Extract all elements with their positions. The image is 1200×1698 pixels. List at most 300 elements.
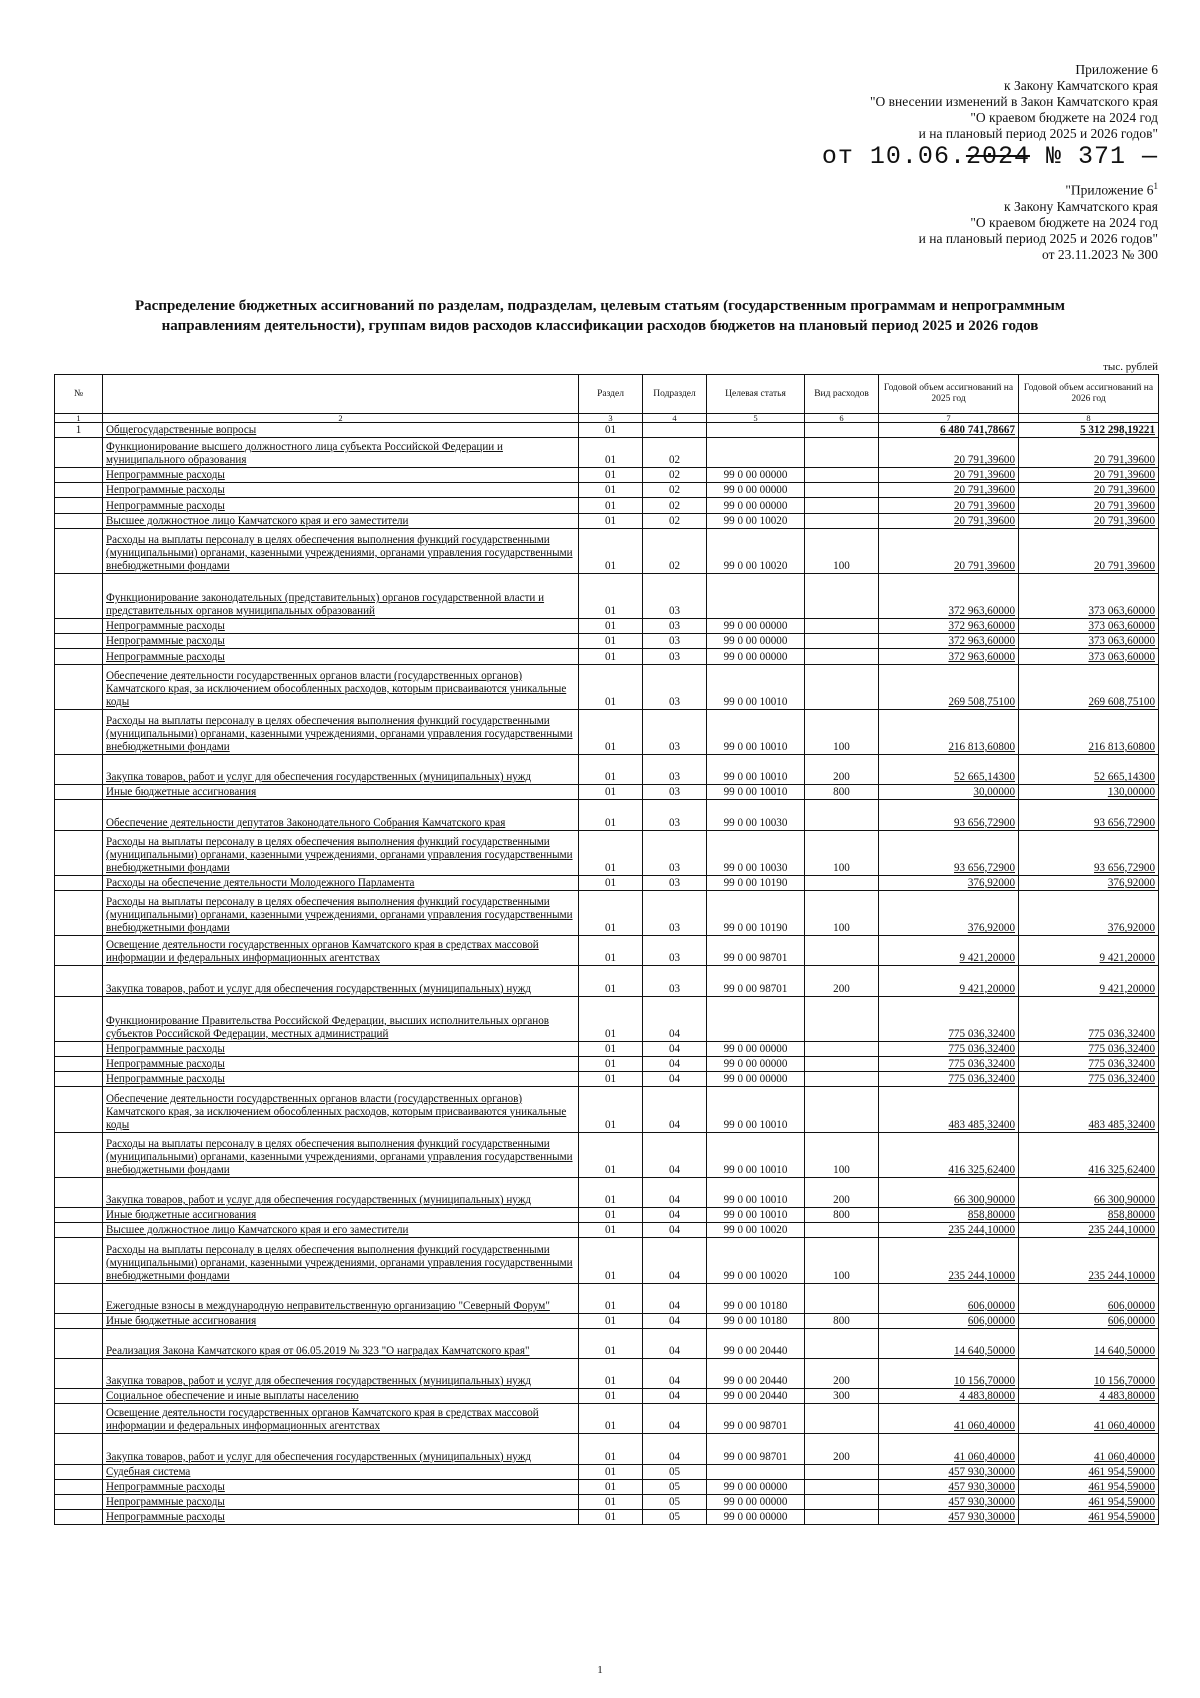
row-vid xyxy=(805,438,879,468)
row-statya: 99 0 00 00000 xyxy=(707,634,805,649)
table-row xyxy=(55,1389,1159,1404)
row-statya: 99 0 00 10010 xyxy=(707,755,805,785)
row-vid: 300 xyxy=(805,1389,879,1404)
row-name: Иные бюджетные ассигнования xyxy=(103,785,579,800)
row-amount-2025: 269 508,75100 xyxy=(879,664,1019,709)
row-statya: 99 0 00 00000 xyxy=(707,468,805,483)
header-no: № xyxy=(55,375,103,414)
colnum: 1 xyxy=(55,414,103,423)
table-row xyxy=(55,573,1159,618)
row-amount-2025: 457 930,30000 xyxy=(879,1494,1019,1509)
row-razdel: 01 xyxy=(579,483,643,498)
row-podrazdel: 04 xyxy=(643,1087,707,1132)
row-amount-2025: 20 791,39600 xyxy=(879,468,1019,483)
row-amount-2026: 52 665,14300 xyxy=(1019,755,1159,785)
row-razdel: 01 xyxy=(579,785,643,800)
row-vid xyxy=(805,1041,879,1056)
table-row xyxy=(55,1072,1159,1087)
row-name: Расходы на выплаты персоналу в целях обеспечения выполнения функций государственными (муниципальными) органами, казенными учреждениями, органами управления государственными внебюджетными фондами xyxy=(103,830,579,875)
appendix2-line4: и на плановый период 2025 и 2026 годов" xyxy=(918,230,1158,246)
units-label: тыс. рублей xyxy=(1103,361,1158,373)
appendix2-line2: к Закону Камчатского края xyxy=(1004,198,1158,214)
row-amount-2026: 373 063,60000 xyxy=(1019,634,1159,649)
stamp-struck-year: 2024 xyxy=(965,142,1030,171)
row-number xyxy=(55,755,103,785)
row-razdel: 01 xyxy=(579,1283,643,1313)
table-row xyxy=(55,1041,1159,1056)
row-name: Социальное обеспечение и иные выплаты населению xyxy=(103,1389,579,1404)
row-podrazdel: 04 xyxy=(643,1057,707,1072)
row-name: Высшее должностное лицо Камчатского края и его заместители xyxy=(103,513,579,528)
table-row xyxy=(55,1223,1159,1238)
row-amount-2025: 41 060,40000 xyxy=(879,1434,1019,1464)
budget-table xyxy=(54,374,1159,1525)
row-number xyxy=(55,1057,103,1072)
row-name: Закупка товаров, работ и услуг для обеспечения государственных (муниципальных) нужд xyxy=(103,1434,579,1464)
row-razdel: 01 xyxy=(579,634,643,649)
row-statya: 99 0 00 10010 xyxy=(707,1177,805,1207)
row-razdel: 01 xyxy=(579,1177,643,1207)
row-podrazdel: 04 xyxy=(643,1223,707,1238)
table-row xyxy=(55,1177,1159,1207)
row-razdel: 01 xyxy=(579,573,643,618)
appendix-line1: Приложение 6 xyxy=(1075,62,1158,77)
row-name: Судебная система xyxy=(103,1464,579,1479)
row-vid xyxy=(805,573,879,618)
row-number xyxy=(55,438,103,468)
row-razdel: 01 xyxy=(579,423,643,438)
row-razdel: 01 xyxy=(579,709,643,754)
row-statya xyxy=(707,996,805,1041)
row-amount-2026: 10 156,70000 xyxy=(1019,1358,1159,1388)
row-number xyxy=(55,1494,103,1509)
row-vid xyxy=(805,936,879,966)
row-name: Непрограммные расходы xyxy=(103,1494,579,1509)
table-row xyxy=(55,1132,1159,1177)
row-amount-2026: 858,80000 xyxy=(1019,1208,1159,1223)
row-statya: 99 0 00 10020 xyxy=(707,1223,805,1238)
row-amount-2026: 376,92000 xyxy=(1019,890,1159,935)
row-statya: 99 0 00 10010 xyxy=(707,1208,805,1223)
row-amount-2026: 373 063,60000 xyxy=(1019,619,1159,634)
row-amount-2026: 775 036,32400 xyxy=(1019,1041,1159,1056)
row-number xyxy=(55,513,103,528)
row-vid xyxy=(805,513,879,528)
row-number xyxy=(55,498,103,513)
row-vid xyxy=(805,483,879,498)
row-name: Закупка товаров, работ и услуг для обеспечения государственных (муниципальных) нужд xyxy=(103,966,579,996)
row-razdel: 01 xyxy=(579,1087,643,1132)
row-podrazdel: 04 xyxy=(643,1041,707,1056)
row-razdel: 01 xyxy=(579,755,643,785)
row-name: Непрограммные расходы xyxy=(103,1041,579,1056)
row-razdel: 01 xyxy=(579,468,643,483)
row-number xyxy=(55,1389,103,1404)
row-number xyxy=(55,1313,103,1328)
row-amount-2025: 20 791,39600 xyxy=(879,528,1019,573)
row-vid xyxy=(805,1057,879,1072)
colnum: 6 xyxy=(805,414,879,423)
row-razdel: 01 xyxy=(579,1434,643,1464)
row-vid: 800 xyxy=(805,1313,879,1328)
row-amount-2026: 376,92000 xyxy=(1019,875,1159,890)
table-row xyxy=(55,936,1159,966)
row-name: Закупка товаров, работ и услуг для обеспечения государственных (муниципальных) нужд xyxy=(103,755,579,785)
appendix-line3: "О внесении изменений в Закон Камчатского края xyxy=(870,94,1158,109)
row-name: Общегосударственные вопросы xyxy=(103,423,579,438)
row-number xyxy=(55,1434,103,1464)
row-podrazdel: 04 xyxy=(643,1404,707,1434)
row-statya: 99 0 00 20440 xyxy=(707,1328,805,1358)
row-amount-2025: 483 485,32400 xyxy=(879,1087,1019,1132)
row-number xyxy=(55,619,103,634)
row-vid xyxy=(805,1479,879,1494)
row-name: Расходы на выплаты персоналу в целях обеспечения выполнения функций государственными (муниципальными) органами, казенными учреждениями, органами управления государственными внебюджетными фондами xyxy=(103,890,579,935)
row-amount-2026: 20 791,39600 xyxy=(1019,498,1159,513)
row-vid xyxy=(805,1464,879,1479)
row-statya: 99 0 00 10020 xyxy=(707,513,805,528)
row-amount-2025: 457 930,30000 xyxy=(879,1464,1019,1479)
row-name: Непрограммные расходы xyxy=(103,468,579,483)
row-podrazdel: 04 xyxy=(643,1132,707,1177)
row-vid xyxy=(805,800,879,830)
row-amount-2026: 66 300,90000 xyxy=(1019,1177,1159,1207)
table-row xyxy=(55,800,1159,830)
header-y2025: Годовой объем ассигнований на 2025 год xyxy=(879,375,1019,414)
row-amount-2026: 235 244,10000 xyxy=(1019,1238,1159,1283)
row-name: Непрограммные расходы xyxy=(103,1072,579,1087)
row-amount-2026: 20 791,39600 xyxy=(1019,438,1159,468)
stamp-suffix: № 371 — xyxy=(1029,142,1158,171)
table-row xyxy=(55,1283,1159,1313)
row-number xyxy=(55,830,103,875)
row-amount-2025: 376,92000 xyxy=(879,875,1019,890)
row-razdel: 01 xyxy=(579,936,643,966)
row-podrazdel: 03 xyxy=(643,936,707,966)
row-razdel: 01 xyxy=(579,830,643,875)
row-number xyxy=(55,1479,103,1494)
table-row xyxy=(55,513,1159,528)
row-vid: 200 xyxy=(805,1358,879,1388)
row-podrazdel: 03 xyxy=(643,649,707,664)
table-row xyxy=(55,1434,1159,1464)
row-statya: 99 0 00 00000 xyxy=(707,1509,805,1524)
row-name: Расходы на выплаты персоналу в целях обеспечения выполнения функций государственными (муниципальными) органами, казенными учреждениями, органами управления государственными внебюджетными фондами xyxy=(103,1238,579,1283)
date-stamp xyxy=(822,142,1158,171)
colnum: 7 xyxy=(879,414,1019,423)
row-number xyxy=(55,483,103,498)
row-razdel: 01 xyxy=(579,1479,643,1494)
row-razdel: 01 xyxy=(579,619,643,634)
row-number xyxy=(55,1328,103,1358)
row-amount-2026: 461 954,59000 xyxy=(1019,1509,1159,1524)
colnum: 2 xyxy=(103,414,579,423)
row-podrazdel: 03 xyxy=(643,709,707,754)
row-name: Закупка товаров, работ и услуг для обеспечения государственных (муниципальных) нужд xyxy=(103,1358,579,1388)
row-name: Иные бюджетные ассигнования xyxy=(103,1208,579,1223)
row-amount-2026: 20 791,39600 xyxy=(1019,483,1159,498)
appendix-line4: "О краевом бюджете на 2024 год xyxy=(970,110,1158,125)
table-row xyxy=(55,785,1159,800)
row-vid xyxy=(805,498,879,513)
row-number xyxy=(55,634,103,649)
row-razdel: 01 xyxy=(579,1509,643,1524)
row-statya: 99 0 00 10020 xyxy=(707,1238,805,1283)
row-podrazdel: 04 xyxy=(643,1177,707,1207)
row-number xyxy=(55,1283,103,1313)
row-vid xyxy=(805,664,879,709)
row-podrazdel: 04 xyxy=(643,1358,707,1388)
row-amount-2025: 376,92000 xyxy=(879,890,1019,935)
row-statya xyxy=(707,573,805,618)
row-amount-2025: 14 640,50000 xyxy=(879,1328,1019,1358)
table-row xyxy=(55,438,1159,468)
row-podrazdel: 04 xyxy=(643,1434,707,1464)
row-podrazdel: 04 xyxy=(643,1328,707,1358)
row-podrazdel: 03 xyxy=(643,755,707,785)
row-podrazdel: 03 xyxy=(643,830,707,875)
row-number xyxy=(55,966,103,996)
row-amount-2025: 20 791,39600 xyxy=(879,438,1019,468)
row-name: Непрограммные расходы xyxy=(103,1509,579,1524)
row-amount-2025: 52 665,14300 xyxy=(879,755,1019,785)
header-razdel: Раздел xyxy=(579,375,643,414)
row-statya: 99 0 00 98701 xyxy=(707,1434,805,1464)
table-row xyxy=(55,649,1159,664)
row-amount-2026: 461 954,59000 xyxy=(1019,1464,1159,1479)
row-number xyxy=(55,800,103,830)
row-statya: 99 0 00 00000 xyxy=(707,619,805,634)
row-amount-2026: 269 608,75100 xyxy=(1019,664,1159,709)
row-amount-2026: 93 656,72900 xyxy=(1019,830,1159,875)
row-podrazdel: 05 xyxy=(643,1494,707,1509)
row-amount-2026: 461 954,59000 xyxy=(1019,1479,1159,1494)
row-razdel: 01 xyxy=(579,966,643,996)
row-vid xyxy=(805,649,879,664)
row-amount-2026: 216 813,60800 xyxy=(1019,709,1159,754)
row-razdel: 01 xyxy=(579,438,643,468)
row-podrazdel: 03 xyxy=(643,785,707,800)
row-vid: 200 xyxy=(805,1177,879,1207)
row-statya: 99 0 00 10010 xyxy=(707,1132,805,1177)
row-number xyxy=(55,1132,103,1177)
row-number xyxy=(55,1041,103,1056)
row-razdel: 01 xyxy=(579,800,643,830)
row-podrazdel: 02 xyxy=(643,513,707,528)
row-number xyxy=(55,1208,103,1223)
row-vid: 100 xyxy=(805,528,879,573)
row-razdel: 01 xyxy=(579,1072,643,1087)
table-row xyxy=(55,1087,1159,1132)
row-vid xyxy=(805,1509,879,1524)
row-vid xyxy=(805,875,879,890)
row-number xyxy=(55,1358,103,1388)
row-amount-2026: 4 483,80000 xyxy=(1019,1389,1159,1404)
row-statya: 99 0 00 98701 xyxy=(707,966,805,996)
row-razdel: 01 xyxy=(579,890,643,935)
header-vid: Вид расходов xyxy=(805,375,879,414)
row-amount-2025: 416 325,62400 xyxy=(879,1132,1019,1177)
table-row xyxy=(55,528,1159,573)
row-vid xyxy=(805,619,879,634)
row-name: Непрограммные расходы xyxy=(103,1057,579,1072)
stamp-prefix: от 10.06. xyxy=(821,142,966,171)
row-name: Обеспечение деятельности государственных органов власти (государственных органов) Камчатского края, за исключением обособленных расходов, которым присваиваются уникальные коды xyxy=(103,1087,579,1132)
appendix-header xyxy=(598,62,1158,142)
row-amount-2026: 416 325,62400 xyxy=(1019,1132,1159,1177)
row-podrazdel: 04 xyxy=(643,1238,707,1283)
row-statya xyxy=(707,438,805,468)
table-row xyxy=(55,1208,1159,1223)
row-number xyxy=(55,649,103,664)
table-body xyxy=(55,423,1159,1525)
row-number xyxy=(55,1177,103,1207)
row-name: Непрограммные расходы xyxy=(103,498,579,513)
row-amount-2025: 20 791,39600 xyxy=(879,513,1019,528)
table-row xyxy=(55,423,1159,438)
appendix-line2: к Закону Камчатского края xyxy=(1004,78,1158,93)
row-podrazdel: 05 xyxy=(643,1479,707,1494)
row-amount-2025: 372 963,60000 xyxy=(879,649,1019,664)
row-podrazdel: 03 xyxy=(643,800,707,830)
header-statya: Целевая статья xyxy=(707,375,805,414)
table-row xyxy=(55,483,1159,498)
row-amount-2025: 66 300,90000 xyxy=(879,1177,1019,1207)
row-vid: 100 xyxy=(805,1238,879,1283)
row-name: Непрограммные расходы xyxy=(103,1479,579,1494)
row-statya: 99 0 00 00000 xyxy=(707,1072,805,1087)
row-razdel: 01 xyxy=(579,1494,643,1509)
row-podrazdel: 04 xyxy=(643,1208,707,1223)
row-podrazdel: 02 xyxy=(643,498,707,513)
row-amount-2025: 41 060,40000 xyxy=(879,1404,1019,1434)
row-vid xyxy=(805,1328,879,1358)
table-row xyxy=(55,875,1159,890)
row-statya: 99 0 00 00000 xyxy=(707,1479,805,1494)
row-name: Ежегодные взносы в международную неправительственную организацию "Северный Форум" xyxy=(103,1283,579,1313)
row-name: Реализация Закона Камчатского края от 06.05.2019 № 323 "О наградах Камчатского края" xyxy=(103,1328,579,1358)
row-statya: 99 0 00 10010 xyxy=(707,709,805,754)
row-amount-2025: 457 930,30000 xyxy=(879,1479,1019,1494)
table-row xyxy=(55,755,1159,785)
row-amount-2025: 4 483,80000 xyxy=(879,1389,1019,1404)
row-amount-2026: 461 954,59000 xyxy=(1019,1494,1159,1509)
row-razdel: 01 xyxy=(579,1464,643,1479)
row-statya: 99 0 00 98701 xyxy=(707,936,805,966)
row-name: Освещение деятельности государственных органов Камчатского края в средствах массовой информации и федеральных информационных агентствах xyxy=(103,936,579,966)
row-name: Функционирование высшего должностного лица субъекта Российской Федерации и муниципального образования xyxy=(103,438,579,468)
table-row xyxy=(55,1358,1159,1388)
row-podrazdel: 02 xyxy=(643,468,707,483)
row-amount-2025: 93 656,72900 xyxy=(879,800,1019,830)
row-statya: 99 0 00 20440 xyxy=(707,1389,805,1404)
row-amount-2026: 373 063,60000 xyxy=(1019,649,1159,664)
row-number xyxy=(55,1238,103,1283)
row-amount-2026: 20 791,39600 xyxy=(1019,513,1159,528)
row-statya: 99 0 00 00000 xyxy=(707,1494,805,1509)
row-statya: 99 0 00 10030 xyxy=(707,800,805,830)
row-number xyxy=(55,1464,103,1479)
row-amount-2026: 14 640,50000 xyxy=(1019,1328,1159,1358)
row-name: Освещение деятельности государственных органов Камчатского края в средствах массовой информации и федеральных информационных агентствах xyxy=(103,1404,579,1434)
table-row xyxy=(55,1479,1159,1494)
row-number xyxy=(55,709,103,754)
row-razdel: 01 xyxy=(579,498,643,513)
table-row xyxy=(55,966,1159,996)
row-statya xyxy=(707,1464,805,1479)
table-row xyxy=(55,1057,1159,1072)
appendix2-sup: 1 xyxy=(1153,181,1158,191)
row-statya: 99 0 00 10020 xyxy=(707,528,805,573)
row-vid xyxy=(805,468,879,483)
row-amount-2025: 9 421,20000 xyxy=(879,966,1019,996)
row-statya: 99 0 00 10030 xyxy=(707,830,805,875)
row-number xyxy=(55,468,103,483)
row-number xyxy=(55,1404,103,1434)
appendix2-line3: "О краевом бюджете на 2024 год xyxy=(970,214,1158,230)
row-vid xyxy=(805,1404,879,1434)
row-amount-2025: 6 480 741,78667 xyxy=(879,423,1019,438)
row-amount-2026: 606,00000 xyxy=(1019,1313,1159,1328)
table-row xyxy=(55,890,1159,935)
row-amount-2026: 41 060,40000 xyxy=(1019,1404,1159,1434)
row-amount-2026: 235 244,10000 xyxy=(1019,1223,1159,1238)
table-row xyxy=(55,1313,1159,1328)
row-name: Непрограммные расходы xyxy=(103,483,579,498)
row-vid: 800 xyxy=(805,785,879,800)
row-razdel: 01 xyxy=(579,1057,643,1072)
row-amount-2025: 775 036,32400 xyxy=(879,1072,1019,1087)
row-podrazdel: 03 xyxy=(643,619,707,634)
row-razdel: 01 xyxy=(579,1208,643,1223)
row-razdel: 01 xyxy=(579,1389,643,1404)
row-amount-2026: 775 036,32400 xyxy=(1019,1057,1159,1072)
row-vid: 800 xyxy=(805,1208,879,1223)
row-name: Функционирование Правительства Российской Федерации, высших исполнительных органов субъектов Российской Федерации, местных администраций xyxy=(103,996,579,1041)
table-header-row xyxy=(55,375,1159,414)
row-amount-2025: 10 156,70000 xyxy=(879,1358,1019,1388)
row-name: Высшее должностное лицо Камчатского края и его заместители xyxy=(103,1223,579,1238)
row-name: Иные бюджетные ассигнования xyxy=(103,1313,579,1328)
row-amount-2026: 483 485,32400 xyxy=(1019,1087,1159,1132)
row-podrazdel xyxy=(643,423,707,438)
column-number-row xyxy=(55,414,1159,423)
row-statya: 99 0 00 10010 xyxy=(707,785,805,800)
row-number xyxy=(55,1509,103,1524)
row-name: Непрограммные расходы xyxy=(103,619,579,634)
row-vid xyxy=(805,634,879,649)
row-podrazdel: 04 xyxy=(643,996,707,1041)
row-podrazdel: 02 xyxy=(643,438,707,468)
row-amount-2025: 457 930,30000 xyxy=(879,1509,1019,1524)
row-statya: 99 0 00 10180 xyxy=(707,1313,805,1328)
row-amount-2025: 20 791,39600 xyxy=(879,498,1019,513)
row-name: Обеспечение деятельности государственных органов власти (государственных органов) Камчатского края, за исключением обособленных расходов, которым присваиваются уникальные коды xyxy=(103,664,579,709)
row-vid: 100 xyxy=(805,1132,879,1177)
row-amount-2026: 9 421,20000 xyxy=(1019,936,1159,966)
page-number: 1 xyxy=(597,1664,603,1676)
row-razdel: 01 xyxy=(579,1238,643,1283)
colnum: 5 xyxy=(707,414,805,423)
row-amount-2026: 9 421,20000 xyxy=(1019,966,1159,996)
row-razdel: 01 xyxy=(579,875,643,890)
table-row xyxy=(55,709,1159,754)
row-amount-2026: 20 791,39600 xyxy=(1019,528,1159,573)
row-number xyxy=(55,664,103,709)
row-statya: 99 0 00 10180 xyxy=(707,1283,805,1313)
row-razdel: 01 xyxy=(579,1041,643,1056)
row-razdel: 01 xyxy=(579,1328,643,1358)
